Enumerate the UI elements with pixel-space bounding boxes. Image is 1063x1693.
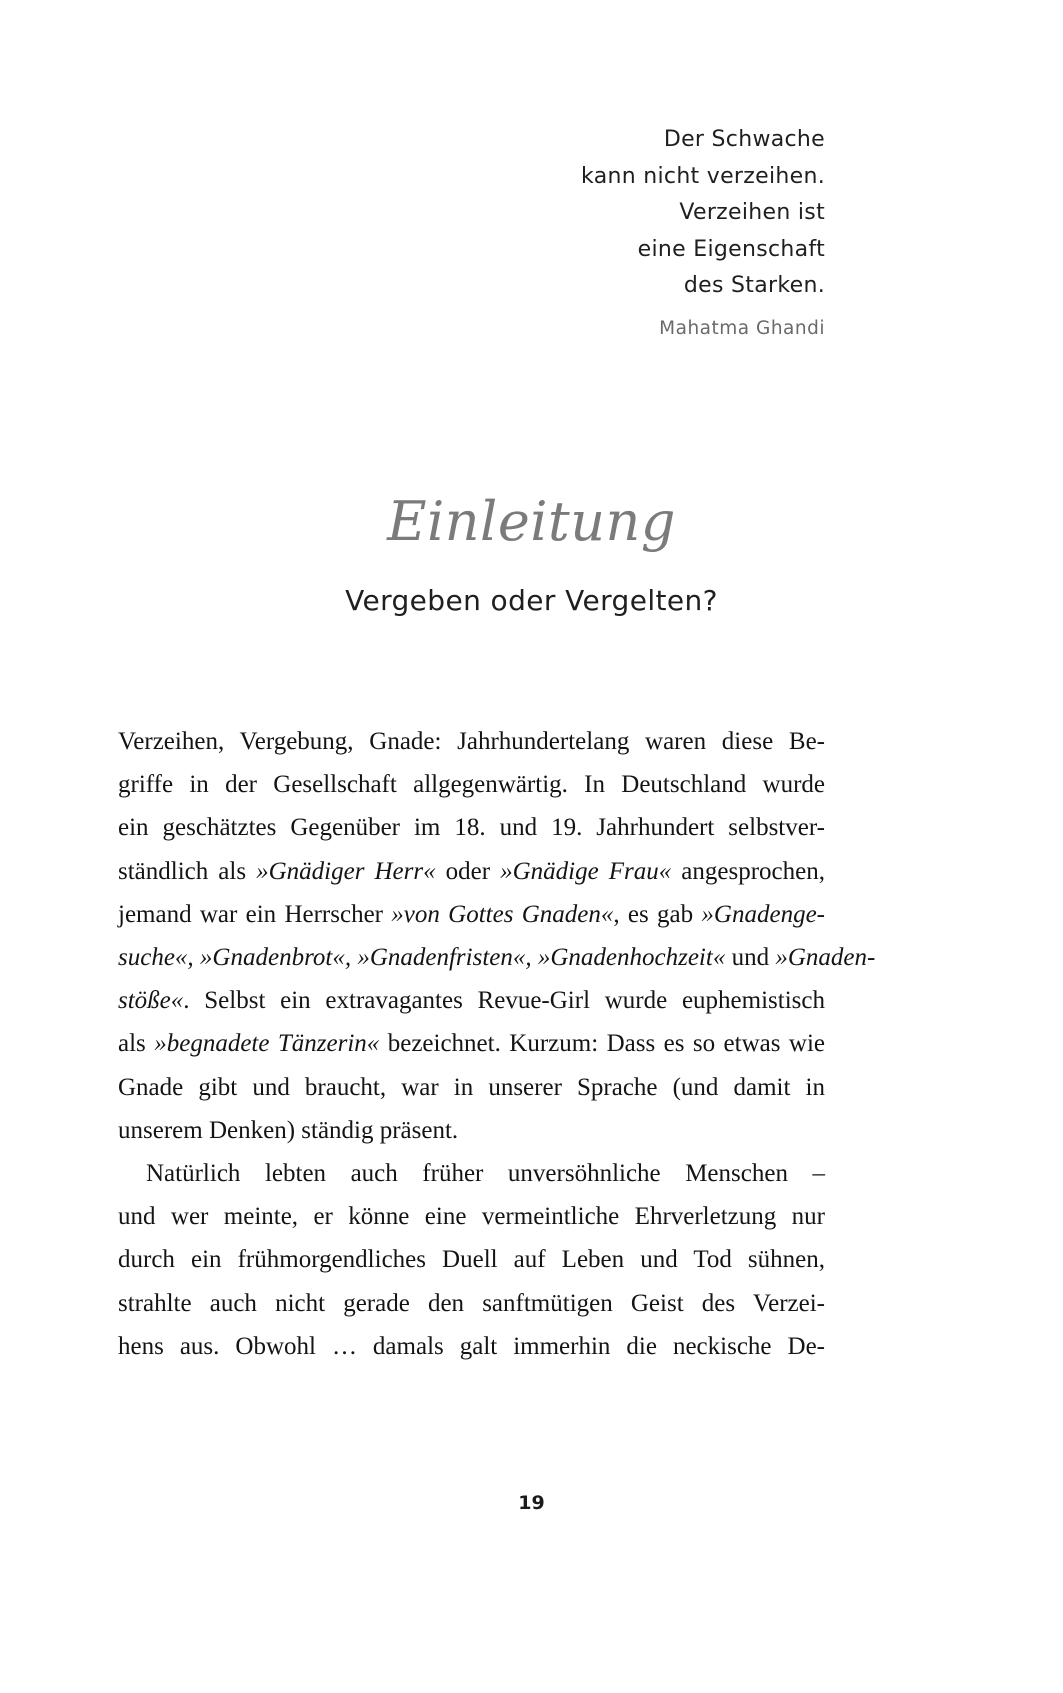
body-line	[118, 1325, 825, 1368]
text-run: und	[725, 944, 776, 972]
body-line	[118, 1066, 825, 1109]
body-text	[118, 720, 876, 1368]
text-run: , es gab	[613, 900, 702, 928]
text-run: unserem Denken) ständig präsent.	[118, 1116, 459, 1144]
body-line	[118, 1022, 825, 1065]
italic-phrase: »Gnädige Frau«	[500, 857, 672, 885]
italic-phrase: »von Gottes Gnaden«	[391, 900, 614, 928]
body-line	[118, 979, 825, 1022]
chapter-title: Einleitung	[387, 490, 676, 553]
text-run: Gnade gibt und braucht, war in unserer Sprache (und damit in	[118, 1073, 825, 1101]
body-line	[118, 1109, 825, 1152]
page-number: 19	[518, 1492, 545, 1514]
text-run: jemand war ein Herrscher	[118, 900, 392, 928]
epigraph-line: kann nicht verzeihen.	[581, 163, 825, 189]
text-run: und wer meinte, er könne eine vermeintliche Ehrverletzung nur	[118, 1203, 825, 1231]
epigraph-line: eine Eigenschaft	[637, 236, 825, 262]
epigraph-line: Verzeihen ist	[679, 200, 825, 225]
text-run: angesprochen,	[671, 857, 825, 885]
italic-phrase: suche«, »Gnadenbrot«, »Gnadenfristen«, »Gnadenhochzeit«	[118, 944, 726, 972]
body-line	[118, 1238, 825, 1281]
italic-phrase: »Gnaden-	[775, 944, 876, 972]
body-line	[118, 1152, 825, 1195]
epigraph-line: Der Schwache	[663, 127, 825, 152]
body-line	[118, 1195, 825, 1238]
body-line	[118, 806, 825, 849]
italic-phrase: stöße«	[118, 987, 184, 1015]
text-run: ständlich als	[118, 857, 257, 885]
text-run: hens aus. Obwohl … damals galt immerhin die neckische De-	[118, 1332, 825, 1360]
epigraph-line: des Starken.	[683, 273, 825, 298]
text-run: griffe in der Gesellschaft allgegenwärtig. In Deutschland wurde	[118, 771, 825, 799]
body-line	[118, 1282, 825, 1325]
epigraph-author: Mahatma Ghandi	[659, 317, 825, 339]
text-run: strahlte auch nicht gerade den sanftmütigen Geist des Verzei-	[118, 1289, 825, 1317]
text-run: als	[118, 1030, 155, 1058]
text-run: ein geschätztes Gegenüber im 18. und 19. Jahrhundert selbstver-	[118, 814, 825, 842]
italic-phrase: »Gnädiger Herr«	[256, 857, 436, 885]
body-line	[118, 850, 825, 893]
chapter-subtitle: Vergeben oder Vergelten?	[345, 584, 718, 617]
text-run: bezeichnet. Kurzum: Dass es so etwas wie	[379, 1030, 826, 1058]
text-run: . Selbst ein extravagantes Revue-Girl wurde euphemistisch	[183, 987, 825, 1015]
text-run: Natürlich lebten auch früher unversöhnliche Menschen –	[146, 1160, 825, 1188]
text-run: durch ein frühmorgendliches Duell auf Leben und Tod sühnen,	[118, 1246, 825, 1274]
epigraph	[581, 122, 825, 347]
text-run: Verzeihen, Vergebung, Gnade: Jahrhundertelang waren diese Be-	[118, 728, 825, 755]
body-line	[118, 936, 876, 979]
text-run: oder	[435, 857, 501, 885]
italic-phrase: »begnadete Tänzerin«	[154, 1030, 380, 1058]
body-line	[118, 893, 825, 936]
body-line	[118, 720, 825, 763]
italic-phrase: »Gnadenge-	[701, 900, 825, 928]
body-line	[118, 763, 825, 806]
